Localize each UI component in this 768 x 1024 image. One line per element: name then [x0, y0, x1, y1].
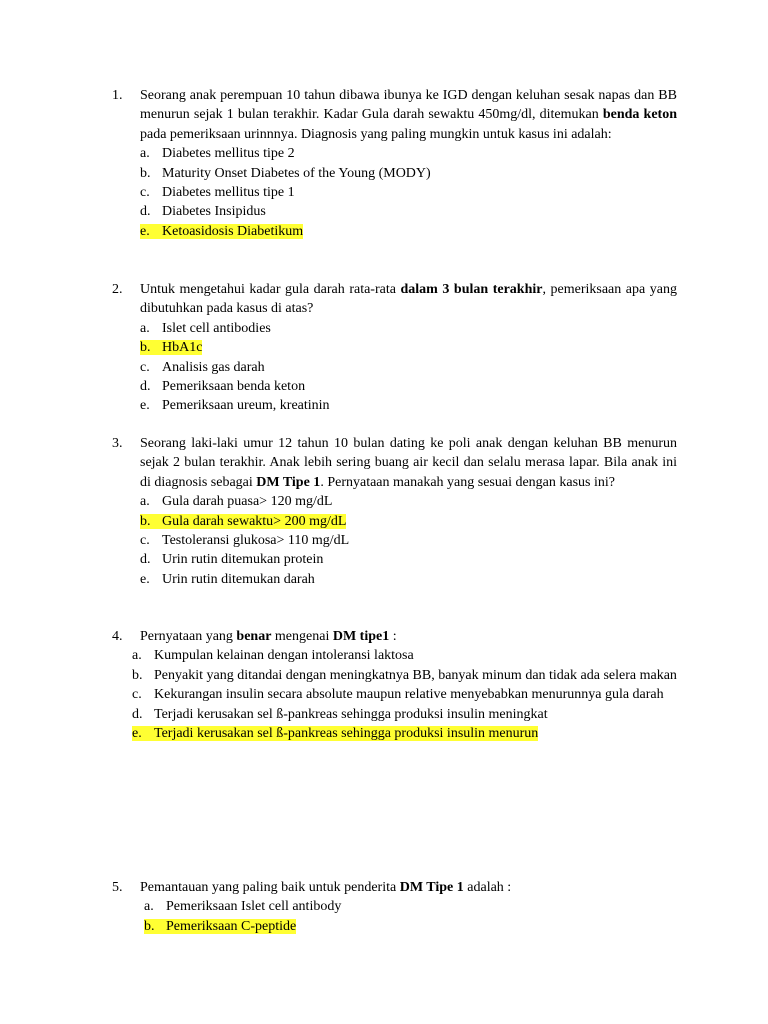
- option-b-answer: b. Pemeriksaan C-peptide: [144, 918, 297, 934]
- option-c: c. Analisis gas darah: [140, 359, 265, 375]
- option-a: a. Diabetes mellitus tipe 2: [140, 146, 295, 162]
- options-list: [140, 492, 677, 589]
- option-b-answer: b. HbA1c: [140, 340, 203, 356]
- question-3: [112, 434, 677, 589]
- option-a: a. Gula darah puasa> 120 mg/dL: [140, 494, 333, 510]
- option-a: a. Pemeriksaan Islet cell antibody: [144, 899, 342, 915]
- option-b: b. Maturity Onset Diabetes of the Young (MODY): [140, 165, 431, 181]
- option-e-answer: e. Terjadi kerusakan sel ß-pankreas sehingga produksi insulin menurun: [132, 726, 539, 742]
- option-c: c. Testoleransi glukosa> 110 mg/dL: [140, 533, 350, 549]
- question-number: 5.: [112, 880, 123, 895]
- question-stem: Pernyataan yang benar mengenai DM tipe1 :: [140, 629, 397, 644]
- question-stem: Seorang laki-laki umur 12 tahun 10 bulan dating ke poli anak dengan keluhan BB menurun sejak 2 bulan terakhir. Anak lebih sering buang air kecil dan selalu merasa lapar. Bila anak ini di diagnosis sebagai DM Tipe 1. Pernyataan manakah yang sesuai dengan kasus ini?: [140, 436, 677, 490]
- question-4: [112, 627, 677, 743]
- option-d: d. Pemeriksaan benda keton: [140, 379, 306, 395]
- question-stem: Seorang anak perempuan 10 tahun dibawa ibunya ke IGD dengan keluhan sesak napas dan BB menurun sejak 1 bulan terakhir. Kadar Gula darah sewaktu 450mg/dl, ditemukan benda keton pada pemeriksaan urinnnya. Diagnosis yang paling mungkin untuk kasus ini adalah:: [140, 88, 677, 142]
- question-1: [112, 86, 677, 241]
- question-2: [112, 280, 677, 416]
- question-number: 2.: [112, 282, 123, 297]
- question-number: 1.: [112, 88, 123, 103]
- option-e: e. Urin rutin ditemukan darah: [140, 571, 315, 587]
- options-list: [132, 646, 677, 743]
- option-d: d. Diabetes Insipidus: [140, 204, 266, 220]
- question-stem: Untuk mengetahui kadar gula darah rata-rata dalam 3 bulan terakhir, pemeriksaan apa yang dibutuhkan pada kasus di atas?: [140, 282, 677, 317]
- option-c: c. Kekurangan insulin secara absolute maupun relative menyebabkan menurunnya gula darah: [132, 687, 664, 703]
- options-list: [144, 897, 677, 936]
- option-e-answer: e. Ketoasidosis Diabetikum: [140, 223, 304, 239]
- option-b: b. Penyakit yang ditandai dengan meningkatnya BB, banyak minum dan tidak ada selera makan: [132, 667, 677, 683]
- question-number: 3.: [112, 436, 123, 451]
- question-5: [112, 878, 677, 936]
- option-d: d. Terjadi kerusakan sel ß-pankreas sehingga produksi insulin meningkat: [132, 706, 548, 722]
- option-a: a. Kumpulan kelainan dengan intoleransi laktosa: [132, 648, 414, 664]
- option-c: c. Diabetes mellitus tipe 1: [140, 185, 295, 201]
- option-d: d. Urin rutin ditemukan protein: [140, 552, 324, 568]
- options-list: [140, 319, 677, 416]
- question-stem: Pemantauan yang paling baik untuk penderita DM Tipe 1 adalah :: [140, 880, 512, 895]
- option-e: e. Pemeriksaan ureum, kreatinin: [140, 398, 330, 414]
- option-b-answer: b. Gula darah sewaktu> 200 mg/dL: [140, 513, 347, 529]
- options-list: [140, 144, 677, 241]
- question-number: 4.: [112, 629, 123, 644]
- option-a: a. Islet cell antibodies: [140, 320, 271, 336]
